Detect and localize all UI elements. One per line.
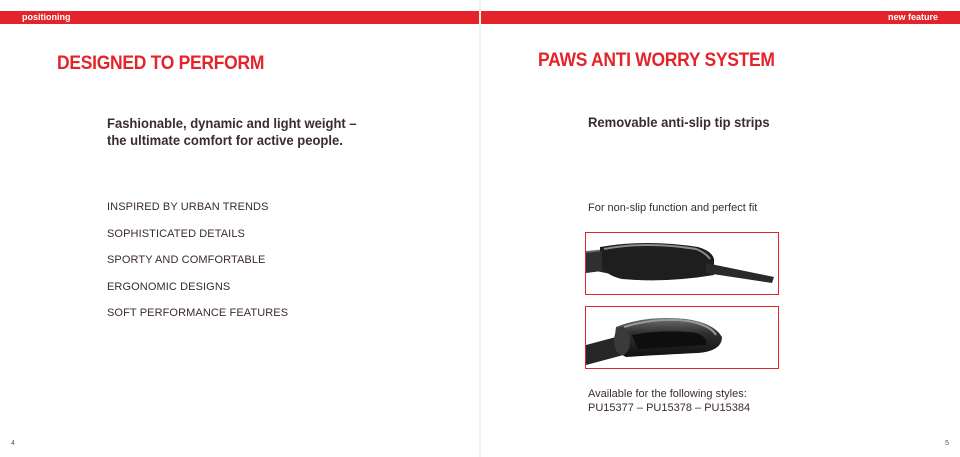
feature-item: SPORTY AND COMFORTABLE: [107, 254, 266, 266]
feature-item: SOPHISTICATED DETAILS: [107, 227, 245, 240]
page-heading: DESIGNED TO PERFORM: [57, 53, 265, 74]
available-styles: [588, 387, 750, 415]
feature-list: [107, 201, 288, 334]
feature-item: INSPIRED BY URBAN TRENDS: [107, 201, 269, 213]
style-codes: PU15377 – PU15378 – PU15384: [588, 402, 751, 414]
page-number: 5: [945, 440, 949, 447]
page-heading: PAWS ANTI WORRY SYSTEM: [538, 50, 775, 71]
photo-caption: For non-slip function and perfect fit: [588, 202, 758, 214]
feature-item: ERGONOMIC DESIGNS: [107, 280, 231, 293]
section-header-bar: [0, 11, 479, 24]
section-label: positioning: [22, 12, 71, 22]
feature-item: SOFT PERFORMANCE FEATURES: [107, 307, 289, 319]
section-header-bar: [481, 11, 960, 24]
page-number: 4: [11, 440, 15, 447]
intro-line-2: the ultimate comfort for active people.: [107, 132, 343, 148]
intro-text: [107, 115, 357, 149]
product-photo-strip-tip: [585, 306, 779, 369]
intro-line-1: Fashionable, dynamic and light weight –: [107, 115, 357, 131]
product-photo-strip-side: [585, 232, 779, 295]
section-label: new feature: [887, 12, 938, 22]
available-label: Available for the following styles:: [588, 388, 747, 400]
subheading: Removable anti-slip tip strips: [588, 114, 770, 130]
left-page: [0, 0, 479, 457]
